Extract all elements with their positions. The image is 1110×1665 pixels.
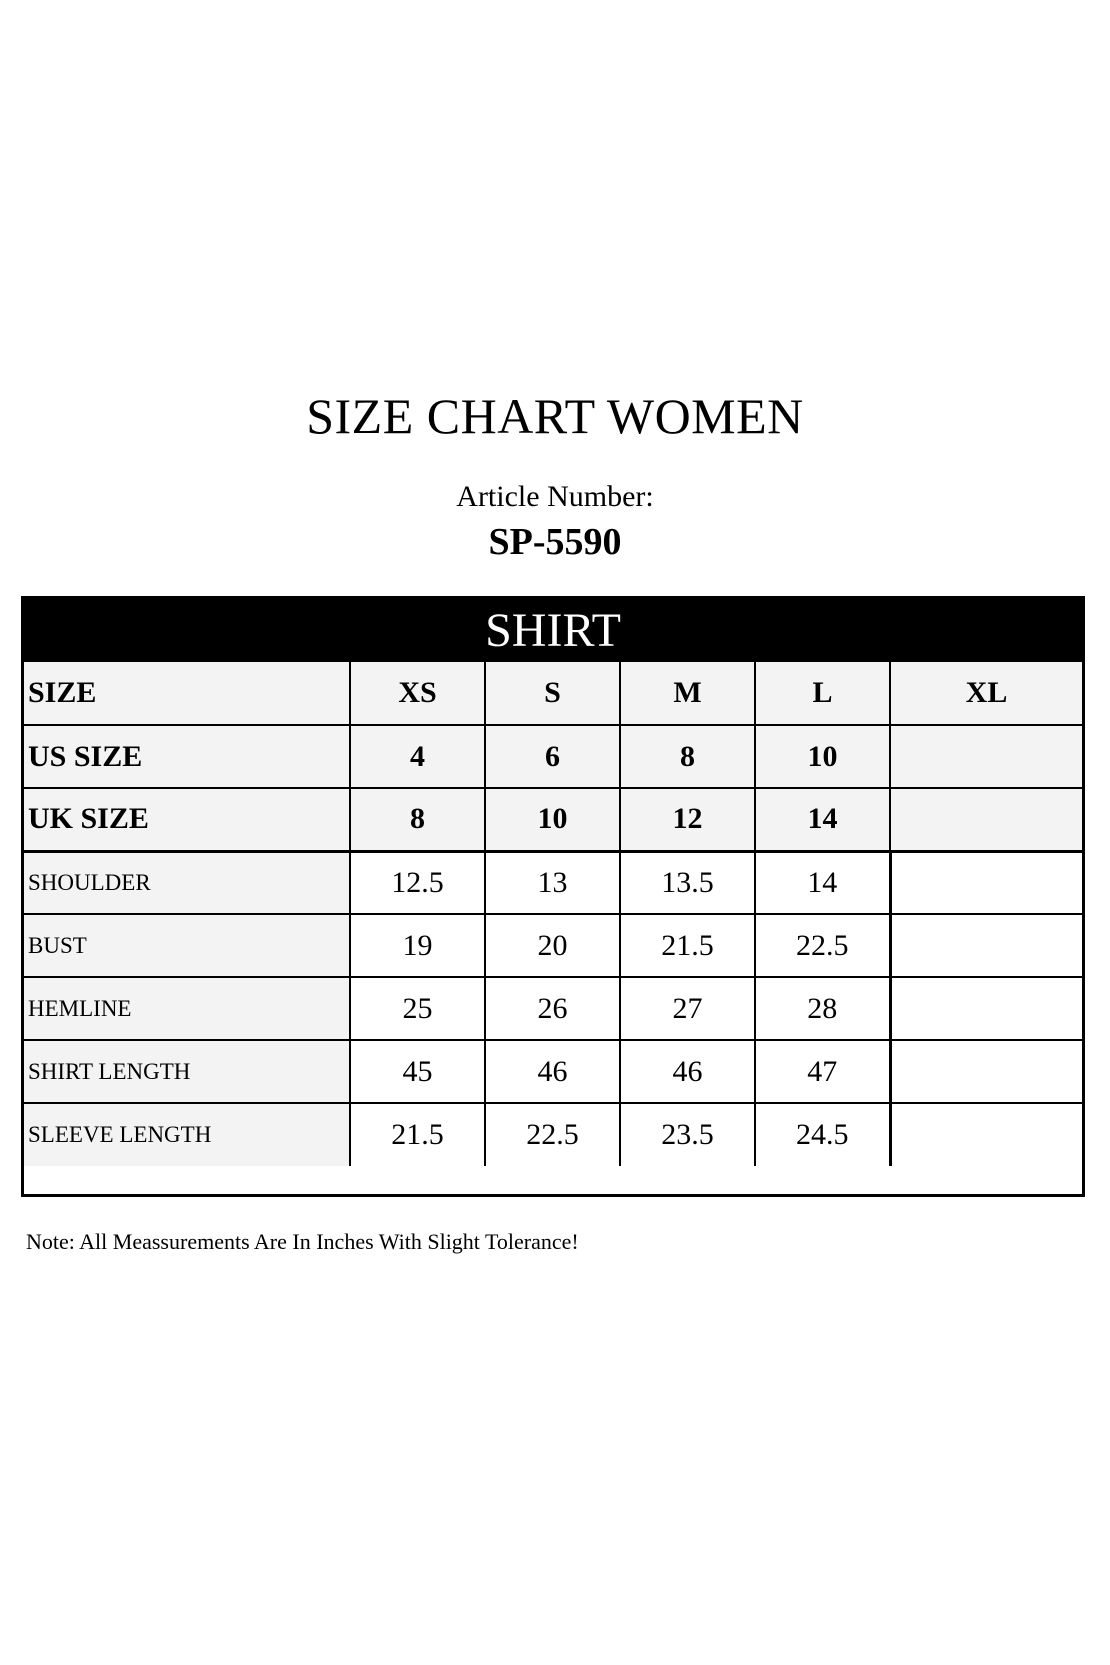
table-cell: 28	[755, 977, 890, 1040]
table-header-row	[24, 662, 1082, 725]
column-header: L	[755, 662, 890, 725]
table-cell: 12.5	[350, 851, 485, 914]
table-cell: 19	[350, 914, 485, 977]
table-cell: 13.5	[620, 851, 755, 914]
row-label: HEMLINE	[24, 977, 350, 1040]
column-header: S	[485, 662, 620, 725]
table-cell: 6	[485, 725, 620, 788]
table-cell: 46	[620, 1040, 755, 1103]
table-cell: 12	[620, 788, 755, 851]
table-cell: 14	[755, 788, 890, 851]
table-row	[24, 1040, 1082, 1103]
column-header: XL	[890, 662, 1082, 725]
table-cell: 8	[620, 725, 755, 788]
table-cell: 27	[620, 977, 755, 1040]
table-row	[24, 914, 1082, 977]
table-cell: 20	[485, 914, 620, 977]
chart-header: SHIRT	[24, 599, 1082, 662]
row-label: BUST	[24, 914, 350, 977]
row-label: US SIZE	[24, 725, 350, 788]
table-row	[24, 725, 1082, 788]
measurement-note: Note: All Meassurements Are In Inches With Slight Tolerance!	[26, 1229, 579, 1254]
table-cell: 4	[350, 725, 485, 788]
table-cell: 25	[350, 977, 485, 1040]
table-cell: 8	[350, 788, 485, 851]
table-cell: 46	[485, 1040, 620, 1103]
table-cell: 10	[755, 725, 890, 788]
table-cell	[890, 851, 1082, 914]
row-label: SLEEVE LENGTH	[24, 1103, 350, 1166]
table-cell	[890, 977, 1082, 1040]
table-row	[24, 977, 1082, 1040]
table-cell	[890, 725, 1082, 788]
table-cell: 24.5	[755, 1103, 890, 1166]
size-chart	[21, 596, 1085, 1197]
table-cell: 22.5	[755, 914, 890, 977]
size-table	[24, 662, 1082, 1166]
table-cell	[890, 1103, 1082, 1166]
table-cell	[890, 1040, 1082, 1103]
table-cell: 21.5	[620, 914, 755, 977]
table-cell: 21.5	[350, 1103, 485, 1166]
table-cell: 26	[485, 977, 620, 1040]
column-header: M	[620, 662, 755, 725]
table-cell: 45	[350, 1040, 485, 1103]
row-label: SHIRT LENGTH	[24, 1040, 350, 1103]
table-cell: 47	[755, 1040, 890, 1103]
table-cell: 10	[485, 788, 620, 851]
table-row	[24, 788, 1082, 851]
column-header: XS	[350, 662, 485, 725]
article-number-label: Article Number:	[456, 480, 654, 513]
table-cell: 23.5	[620, 1103, 755, 1166]
article-number-value: SP-5590	[488, 521, 622, 563]
table-cell: 13	[485, 851, 620, 914]
table-cell	[890, 788, 1082, 851]
row-label: UK SIZE	[24, 788, 350, 851]
table-cell	[890, 914, 1082, 977]
table-row	[24, 1103, 1082, 1166]
row-label: SHOULDER	[24, 851, 350, 914]
table-row	[24, 851, 1082, 914]
table-cell: 22.5	[485, 1103, 620, 1166]
page-title: SIZE CHART WOMEN	[306, 388, 804, 444]
column-header: SIZE	[24, 662, 350, 725]
table-cell: 14	[755, 851, 890, 914]
